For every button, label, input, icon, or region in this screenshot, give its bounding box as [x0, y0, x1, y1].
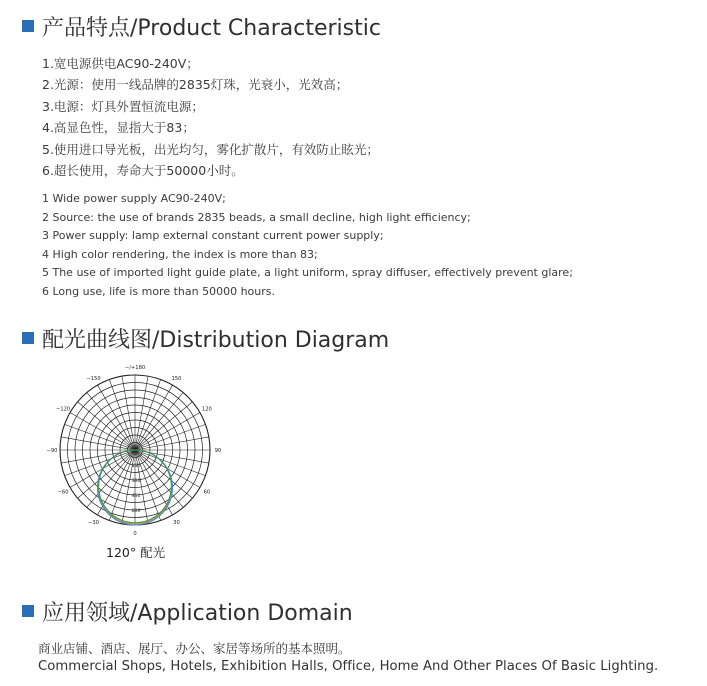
application-cn-text: 商业店铺、酒店、展厅、办公、家居等场所的基本照明。	[38, 641, 351, 656]
section-title: 应用领域/Application Domain	[42, 600, 353, 626]
feature-cn-item: 4.高显色性，显指大于83；	[42, 120, 195, 136]
polar-angle-label: −30	[88, 519, 99, 526]
polar-angle-label: −90	[46, 448, 58, 454]
feature-cn-item: 5.使用进口导光板，出光均匀，雾化扩散片，有效防止眩光；	[42, 141, 379, 157]
polar-distribution-chart	[40, 364, 230, 540]
distribution-diagram-heading	[22, 323, 389, 353]
feature-cn-item: 3.电源：灯具外置恒流电源；	[42, 98, 204, 114]
application-domain-heading	[22, 596, 353, 626]
polar-radial-label: 450	[131, 494, 141, 499]
feature-en-item: 5 The use of imported light guide plate, a light uniform, spray diffuser, effectively prevent glare;	[42, 266, 573, 280]
polar-angle-label: −150	[86, 376, 101, 383]
features-en-list	[42, 190, 573, 302]
product-characteristic-heading	[22, 11, 381, 41]
heading-marker	[22, 20, 34, 32]
feature-en-item: 4 High color rendering, the index is more than 83;	[42, 247, 318, 261]
polar-angle-label: 150	[171, 376, 182, 383]
feature-en-item: 1 Wide power supply AC90-240V;	[42, 192, 226, 205]
feature-cn-item: 1.宽电源供电AC90-240V；	[42, 56, 199, 71]
section-title: 产品特点/Product Characteristic	[42, 15, 381, 41]
feature-cn-item: 6.超长使用，寿命大于50000小时。	[42, 162, 244, 178]
polar-angle-label: 0	[133, 531, 137, 537]
heading-marker	[22, 605, 34, 617]
feature-en-item: 2 Source: the use of brands 2835 beads, a small decline, high light efficiency;	[42, 210, 471, 224]
heading-marker	[22, 332, 34, 344]
polar-angle-label: 60	[203, 489, 211, 496]
polar-angle-label: −120	[55, 406, 71, 413]
feature-en-item: 6 Long use, life is more than 50000 hours.	[42, 284, 276, 298]
polar-angle-label: −/+180	[124, 365, 146, 371]
beam-angle-caption: 120° 配光	[106, 545, 166, 560]
polar-angle-label: −60	[57, 489, 69, 496]
feature-en-item: 3 Power supply: lamp external constant current power supply;	[42, 229, 384, 243]
section-title: 配光曲线图/Distribution Diagram	[42, 327, 390, 353]
application-en-text: Commercial Shops, Hotels, Exhibition Halls, Office, Home And Other Places Of Basic Lighting.	[38, 659, 659, 674]
features-cn-list	[42, 53, 379, 181]
polar-angle-label: 90	[214, 448, 222, 454]
polar-radial-label: 600	[131, 509, 141, 514]
feature-cn-item: 2.光源：使用一线品牌的2835灯珠，光衰小，光效高；	[42, 77, 349, 93]
polar-angle-label: 120	[201, 406, 212, 413]
polar-angle-label: 30	[173, 519, 180, 526]
polar-radial-label: 150	[131, 464, 141, 469]
polar-radial-label: 300	[131, 479, 141, 484]
